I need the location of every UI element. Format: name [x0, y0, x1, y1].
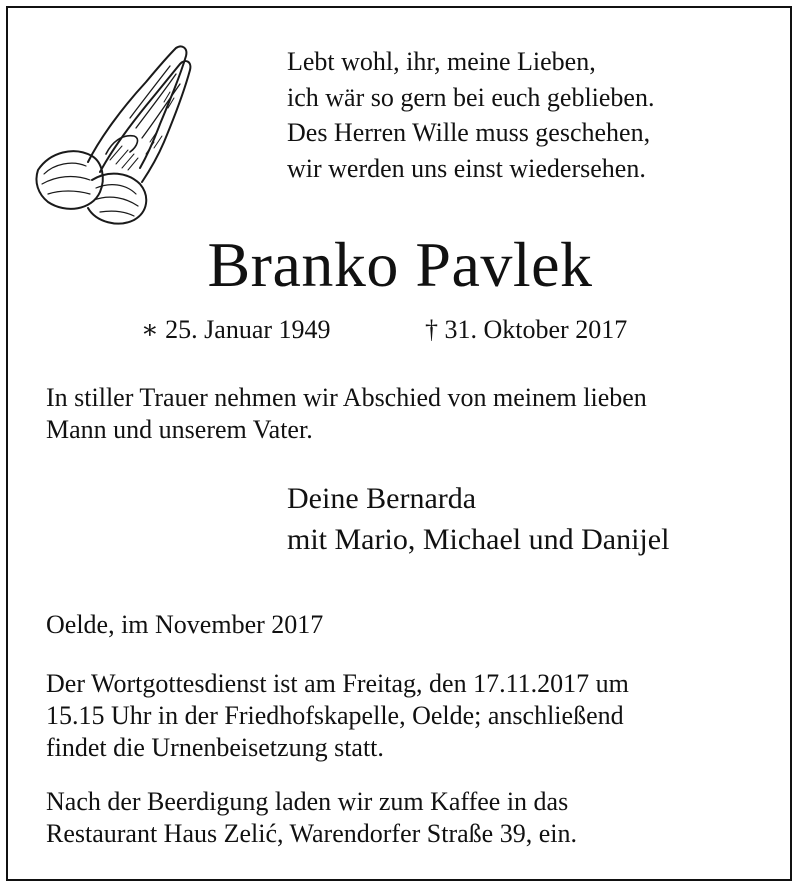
poem-line: Des Herren Wille muss geschehen, — [287, 118, 651, 147]
death-date: † 31. Oktober 2017 — [425, 315, 628, 344]
mourning-line: Mann und unserem Vater. — [46, 415, 313, 444]
signatories — [287, 478, 669, 560]
mourning-line: In stiller Trauer nehmen wir Abschied von meinem lieben — [46, 383, 647, 412]
deceased-name: Branko Pavlek — [207, 229, 593, 300]
poem-line: Lebt wohl, ihr, meine Lieben, — [287, 47, 596, 76]
service-line: findet die Urnenbeisetzung statt. — [46, 733, 384, 762]
signatory-line: Deine Bernarda — [287, 482, 477, 515]
coffee-line: Restaurant Haus Zelić, Warendorfer Straße 39, ein. — [46, 819, 577, 848]
coffee-line: Nach der Beerdigung laden wir zum Kaffee in das — [46, 787, 569, 816]
poem — [287, 44, 654, 186]
poem-line: wir werden uns einst wiedersehen. — [287, 153, 646, 183]
birth-date: ∗ 25. Januar 1949 — [141, 315, 331, 344]
coffee-invitation — [46, 786, 577, 850]
mourning-text — [46, 382, 647, 446]
poem-line: ich wär so gern bei euch geblieben. — [287, 82, 655, 112]
service-line: Der Wortgottesdienst ist am Freitag, den 17.11.2017 um — [46, 669, 629, 698]
praying-hands-icon — [30, 42, 200, 230]
service-info — [46, 668, 629, 764]
service-line: 15.15 Uhr in der Friedhofskapelle, Oelde; anschließend — [46, 701, 624, 730]
place-date: Oelde, im November 2017 — [46, 610, 324, 639]
signatory-line: mit Mario, Michael und Danijel — [287, 523, 670, 556]
